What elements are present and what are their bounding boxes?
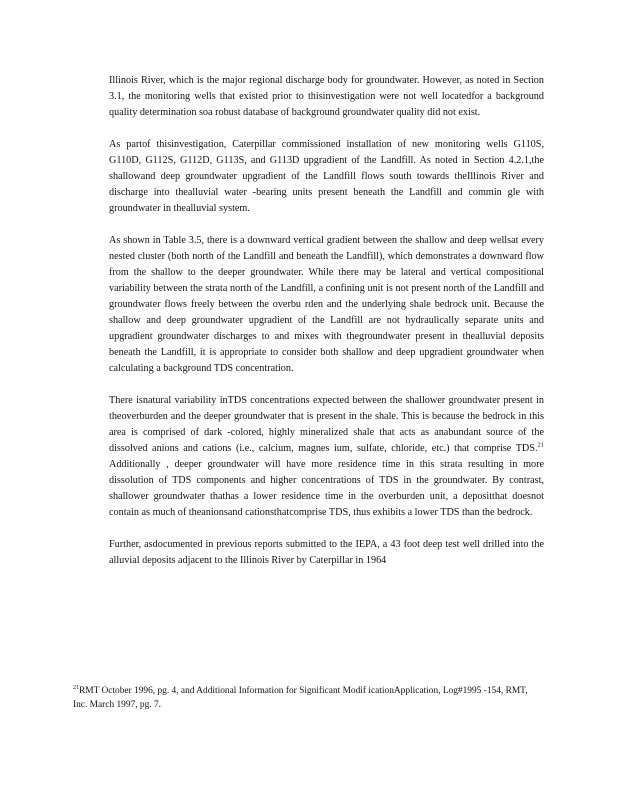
paragraph-5: Further, asdocumented in previous reports submitted to the IEPA, a 43 foot deep test well drilled into the alluvial deposits adjacent to the Illinois River by Caterpillar in 1964	[109, 539, 544, 566]
paragraph-4	[109, 393, 544, 521]
body-text	[109, 73, 544, 569]
footnote-reference: 21	[537, 441, 544, 449]
footnote	[73, 684, 543, 712]
paragraph-4-text-before: There isnatural variability inTDS concentrations expected between the shallower groundwater present in theoverburden and the deeper groundwater that is present in the shale. This is because the bedrock in this area is comprised of dark -colored, highly mineralized shale that acts as anabundant source of the dissolved anions and cations (i.e., calcium, magnes ium, sulfate, chloride, etc.) that comprise TDS.	[109, 395, 544, 454]
paragraph-3: As shown in Table 3.5, there is a downward vertical gradient between the shallow and deep wellsat every nested cluster (both north of the Landfill and beneath the Landfill), which demonstrates a downward flow from the shallow to the deeper groundwater. While there may be lateral and vertical compositional variability between the strata north of the Landfill, a confining unit is not present north of the Landfill and groundwater flows freely between the overbu rden and the underlying shale bedrock unit. Because the shallow and deep groundwater upgradient of the Landfill are not hydraulically separate units and upgradient groundwater discharges to and mixes with thegroundwater present in thealluvial deposits beneath the Landfill, it is appropriate to consider both shallow and deep upgradient groundwater when calculating a background TDS concentration.	[109, 235, 544, 374]
paragraph-4-text-after: Additionally , deeper groundwater will have more residence time in this strata resulting in more dissolution of TDS components and higher concentrations of TDS in the groundwater. By contrast, shallower groundwater thathas a lower residence time in the overburden unit, a depositthat doesnot contain as much of theanionsand cationsthatcomprise TDS, thus exhibits a lower TDS than the bedrock.	[109, 459, 544, 518]
footnote-number: 21	[73, 684, 79, 691]
paragraph-1: Illinois River, which is the major regional discharge body for groundwater. However, as noted in Section 3.1, the monitoring wells that existed prior to thisinvestigation were not well locatedfor a background quality determination soa robust database of background groundwater quality did not exist.	[109, 75, 544, 118]
paragraph-2: As partof thisinvestigation, Caterpillar commissioned installation of new monitoring wells G110S, G110D, G112S, G112D, G113S, and G113D upgradient of the Landfill. As noted in Section 4.2.1,the shallowand deep groundwater upgradient of the Landfill flows south towards theIllinois River and discharge into thealluvial water -bearing units present beneath the Landfill and commin gle with groundwater in thealluvial system.	[109, 139, 544, 214]
footnote-text: RMT October 1996, pg. 4, and Additional Information for Significant Modif icationApplication, Log#1995 -154, RMT, Inc. March 1997, pg. 7.	[73, 686, 528, 710]
